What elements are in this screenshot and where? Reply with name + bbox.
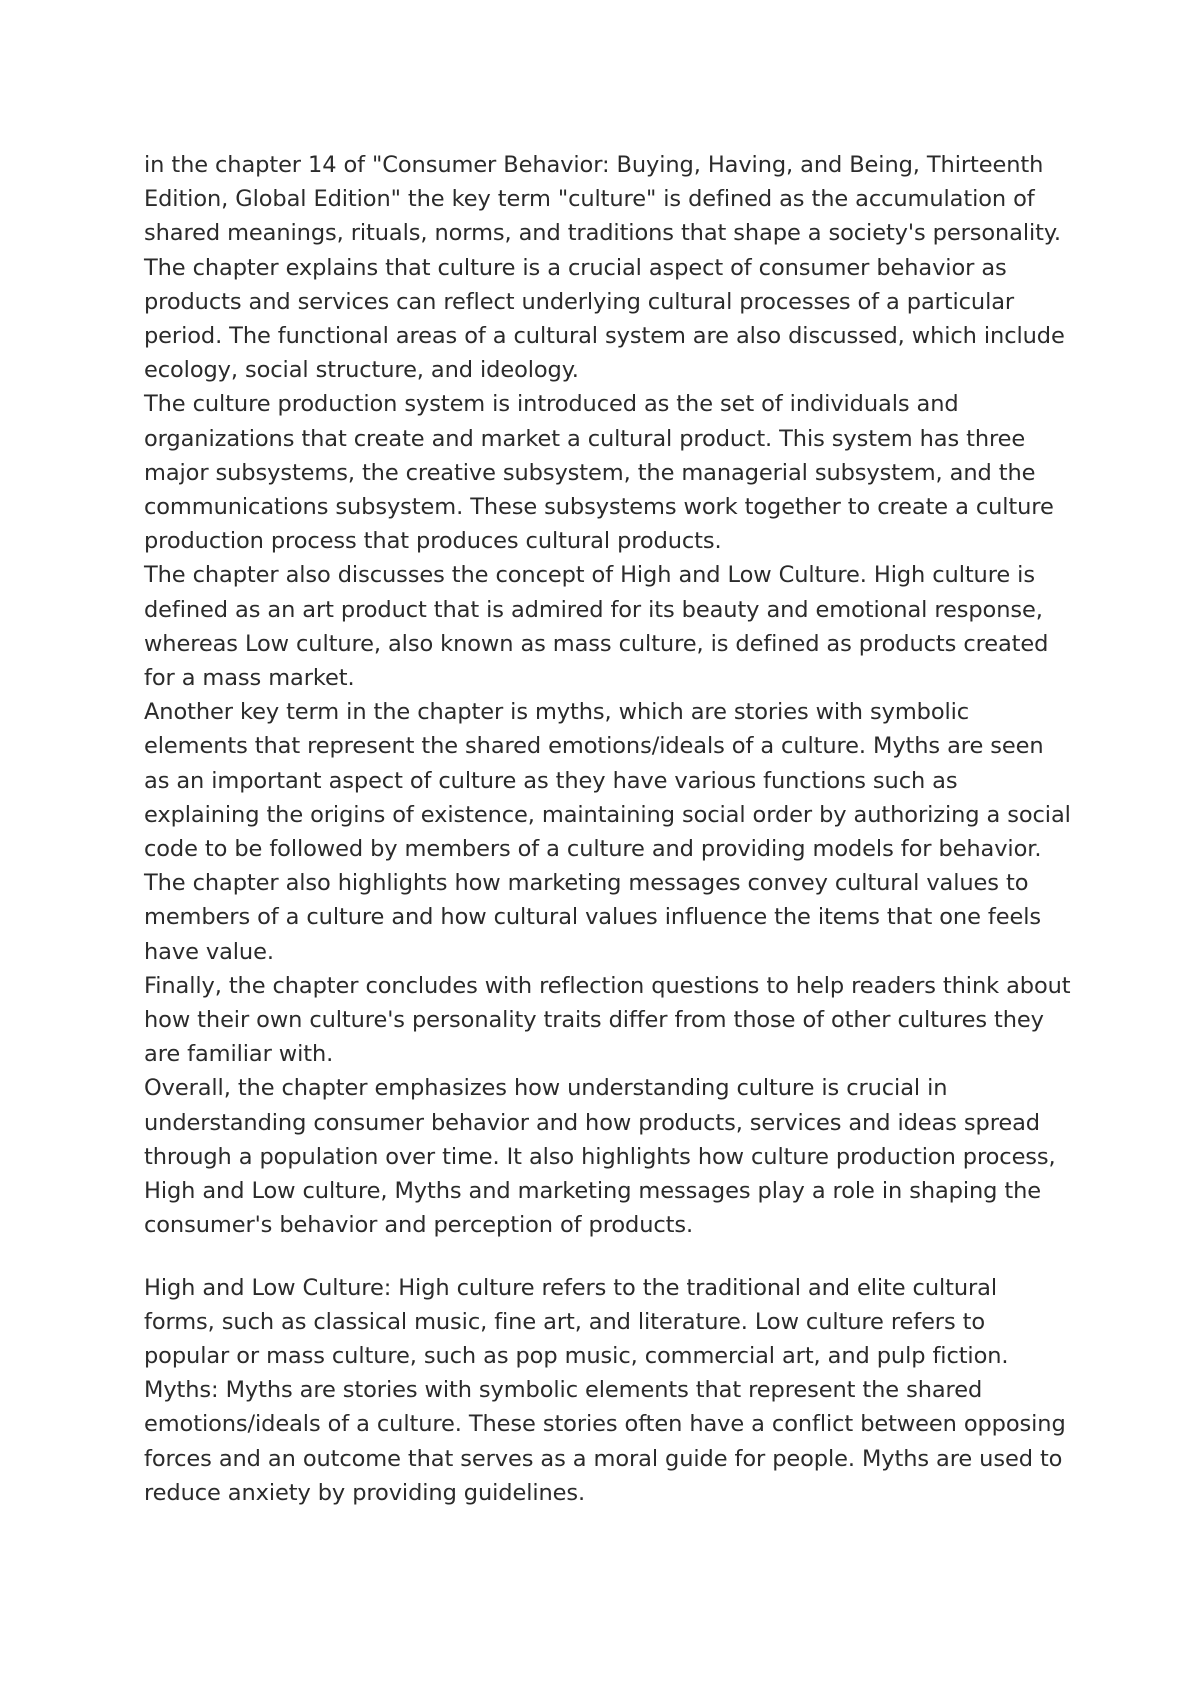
paragraph-overall-summary: Overall, the chapter emphasizes how understanding culture is crucial in understanding consumer behavior and how products, services and ideas spread through a population over time. It also highlights how culture production process, High and Low culture, Myths and marketing messages play a role in shaping the consumer's behavior and perception of products. [144, 1075, 1056, 1239]
paragraph-culture-definition: in the chapter 14 of "Consumer Behavior: Buying, Having, and Being, Thirteenth Edition, Global Edition" the key term "culture" is defined as the accumulation of shared meanings, rituals, norms, and traditions that shape a society's personality. The chapter explains that culture is a crucial aspect of consumer behavior as products and services can reflect underlying cultural processes of a particular period. The functional areas of a cultural system are also discussed, which include ecology, social structure, and ideology. [144, 152, 1065, 384]
paragraph-culture-production-system: The culture production system is introduced as the set of individuals and organizations that create and market a cultural product. This system has three major subsystems, the creative subsystem, the managerial subsystem, and the communications subsystem. These subsystems work together to create a culture production process that produces cultural products. [144, 391, 1054, 555]
paragraph-myths: Another key term in the chapter is myths, which are stories with symbolic elements that represent the shared emotions/ideals of a culture. Myths are seen as an important aspect of culture as they have various functions such as explaining the origins of existence, maintaining social order by authorizing a social code to be followed by members of a culture and providing models for behavior. [144, 699, 1071, 863]
paragraph-myths-definition: Myths: Myths are stories with symbolic elements that represent the shared emotions/ideals of a culture. These stories often have a conflict between opposing forces and an outcome that serves as a moral guide for people. Myths are used to reduce anxiety by providing guidelines. [144, 1377, 1066, 1506]
paragraph-high-low-culture-definition: High and Low Culture: High culture refers to the traditional and elite cultural forms, such as classical music, fine art, and literature. Low culture refers to popular or mass culture, such as pop music, commercial art, and pulp fiction. [144, 1274, 1009, 1369]
paragraph-reflection-questions: Finally, the chapter concludes with reflection questions to help readers think about how their own culture's personality traits differ from those of other cultures they are familiar with. [144, 972, 1071, 1068]
paragraph-spacer [144, 1243, 1074, 1271]
paragraph-high-low-culture: The chapter also discusses the concept of High and Low Culture. High culture is defined as an art product that is admired for its beauty and emotional response, whereas Low culture, also known as mass culture, is defined as products created for a mass market. [144, 562, 1049, 692]
document-body [144, 148, 1074, 1510]
paragraph-marketing-messages: The chapter also highlights how marketing messages convey cultural values to members of a culture and how cultural values influence the items that one feels have value. [144, 870, 1041, 965]
